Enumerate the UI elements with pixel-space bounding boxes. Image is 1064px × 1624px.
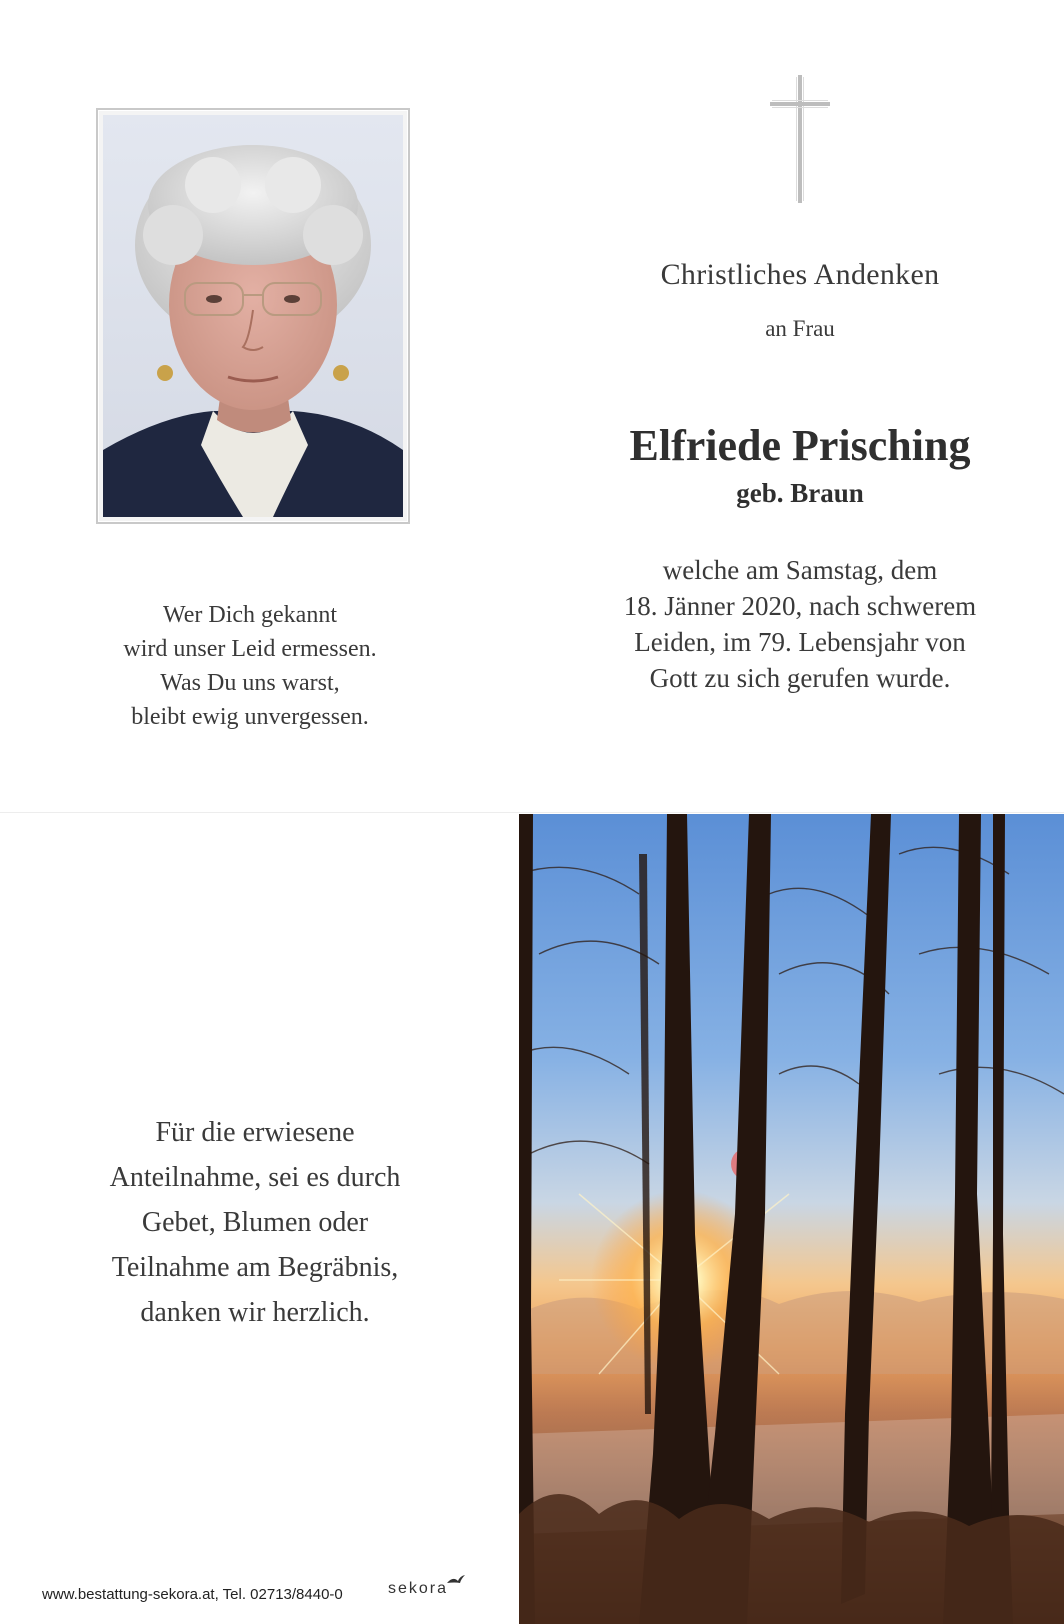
thanks-text [40, 1110, 470, 1335]
bird-icon [446, 1574, 466, 1588]
thanks-line: Teilnahme am Begräbnis, [111, 1252, 399, 1283]
fold-divider [0, 812, 1064, 813]
quote-line: Wer Dich gekannt [163, 602, 337, 628]
thanks-line: danken wir herzlich. [140, 1297, 370, 1328]
thanks-line: Für die erwiesene [155, 1117, 355, 1148]
portrait-photo [103, 115, 403, 517]
heading-andenken: Christliches Andenken [660, 258, 940, 291]
memorial-quote [60, 598, 440, 734]
thanks-line: Gebet, Blumen oder [141, 1207, 369, 1238]
quote-line: bleibt ewig unvergessen. [131, 704, 369, 730]
quote-line: Was Du uns warst, [160, 670, 340, 696]
deceased-name: Elfriede Prisching [629, 421, 971, 470]
forest-sunrise-image [519, 814, 1064, 1624]
death-notice-line: welche am Samstag, dem [662, 555, 938, 585]
subheading-an-frau: an Frau [765, 316, 835, 341]
death-notice-line: Leiden, im 79. Lebensjahr von [634, 627, 966, 657]
quote-line: wird unser Leid ermessen. [123, 636, 377, 662]
cross-icon [770, 75, 830, 203]
sekora-logo [388, 1580, 448, 1598]
maiden-name: geb. Braun [736, 478, 864, 508]
logo-text: sekora [388, 1580, 449, 1597]
footer-contact: www.bestattung-sekora.at, Tel. 02713/8440-0 [42, 1586, 343, 1603]
death-notice-line: 18. Jänner 2020, nach schwerem [623, 591, 977, 621]
thanks-line: Anteilnahme, sei es durch [109, 1162, 401, 1193]
death-notice-line: Gott zu sich gerufen wurde. [649, 663, 951, 693]
death-notice [580, 552, 1020, 696]
portrait-frame [96, 108, 410, 524]
